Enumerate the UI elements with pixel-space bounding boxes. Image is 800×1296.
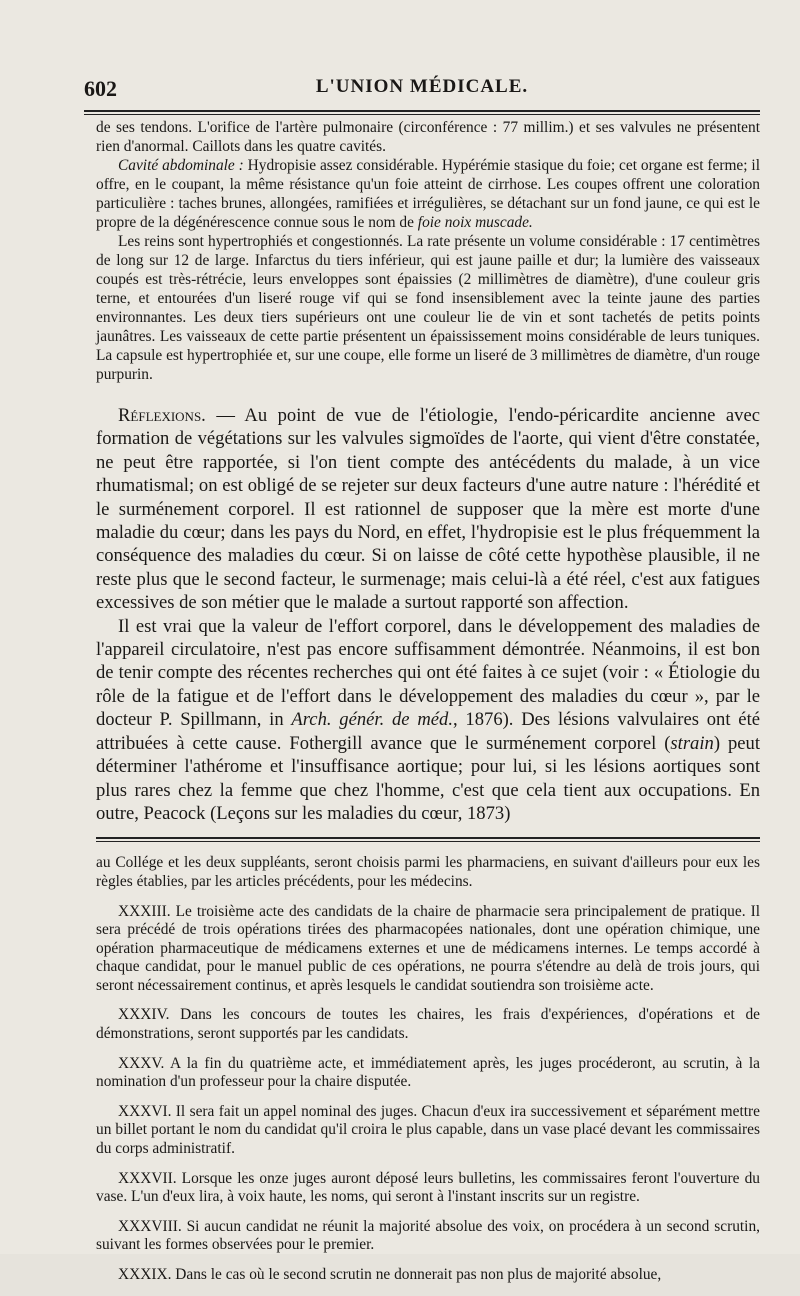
statutes-section bbox=[96, 854, 760, 1284]
running-head: L'UNION MÉDICALE. bbox=[315, 76, 529, 97]
paragraph bbox=[96, 404, 760, 615]
article-paragraph: XXXIV. Dans les concours de toutes les chaires, les frais d'expériences, d'opérations et de démonstrations, seront supportés par les candidats. bbox=[96, 1006, 760, 1043]
page-number: 602 bbox=[84, 76, 117, 101]
page-content bbox=[96, 118, 760, 1296]
article-paragraph: XXXIX. Dans le cas où le second scrutin ne donnerait pas non plus de majorité absolue, bbox=[118, 1266, 662, 1283]
italic-text: foie noix muscade. bbox=[417, 214, 533, 231]
header-rule bbox=[84, 110, 760, 115]
article-paragraph: XXXV. A la fin du quatrième acte, et immédiatement après, les juges procéderont, au scrutin, à la nomination d'un professeur pour la chaire disputée. bbox=[96, 1054, 760, 1091]
autopsy-section bbox=[96, 118, 760, 384]
paragraph-text: Hydropisie assez considérable. Hypérémie stasique du foie; cet organe est ferme; il offre, en le coupant, la même résistance qu'un foie atteint de cirrhose. Les coupes offrent une coloration particulière : taches brunes, allongées, ramifiées et irrégulières, se détachant sur un fond jaune, ce qui est le propre de la dégénérescence connue sous le nom de bbox=[96, 157, 760, 231]
article-paragraph: XXXVI. Il sera fait un appel nominal des juges. Chacun d'eux ira successivement et séparément mettre un billet portant le nom du candidat qu'il croira le plus capable, dans un vase placé devant les commissaires du corps administratif. bbox=[96, 1102, 760, 1158]
section-divider bbox=[96, 837, 760, 839]
article-paragraph: XXXVIII. Si aucun candidat ne réunit la majorité absolue des voix, on procédera à un second scrutin, suivant les formes observées pour le premier. bbox=[96, 1217, 760, 1254]
section-label: Réflexions. bbox=[118, 405, 206, 426]
paragraph-text: Il est vrai que la valeur de l'effort corporel, dans le développement des maladies de l'appareil circulatoire, n'est pas encore suffisamment démontrée. Néanmoins, il est bon de tenir compte des récentes recherches qui ont été faites à ce sujet (voir : « Étiologie du rôle de la fatigue et de l'effort dans le développement des maladies du cœur », par le docteur P. Spillmann, in bbox=[96, 615, 760, 731]
paragraph-text: , 1876). Des lésions valvulaires ont été attribuées à cette cause. Fothergill avance que le surménement corporel ( bbox=[96, 709, 760, 754]
italic-label: Cavité abdominale : bbox=[118, 157, 244, 174]
paragraph: au Collége et les deux suppléants, seront choisis parmi les pharmaciens, en suivant d'ailleurs pour eux les règles établies, par les articles précédents, pour les médecins. bbox=[96, 854, 760, 890]
italic-text: strain bbox=[670, 732, 714, 754]
italic-text: Arch. génér. de méd. bbox=[291, 709, 453, 731]
paragraph bbox=[96, 156, 760, 232]
article-paragraph: XXXIII. Le troisième acte des candidats de la chaire de pharmacie sera principalement de pratique. Il sera précédé de trois opérations tirées des pharmacopées nationales, dont une opération chimique, une opération pharmaceutique de médicamens externes et une de médicamens internes. Le temps accordé à chaque candidat, pour le manuel public de ces opérations, ne pourra s'étendre au delà de trois jours, qui seront nécessairement continus, et après lesquels le candidat soutiendra son troisième acte. bbox=[96, 902, 760, 994]
paragraph-text: ) peut déterminer l'athérome et l'insuffisance aortique; pour lui, si les lésions aortiques sont plus rares chez la femme que chez l'homme, c'est que cela tient aux occupations. En outre, Peacock (Leçons sur les maladies du cœur, 1873) bbox=[96, 732, 760, 824]
article-paragraph: XXXVII. Lorsque les onze juges auront déposé leurs bulletins, les commissaires feront l'ouverture du vase. L'un d'eux lira, à voix haute, les noms, qui seront à l'instant inscrits sur un registre. bbox=[96, 1169, 760, 1206]
page-header bbox=[84, 72, 760, 108]
section-divider bbox=[96, 841, 760, 842]
reflexions-section bbox=[96, 404, 760, 825]
paragraph-text: — Au point de vue de l'étiologie, l'endo-péricardite ancienne avec formation de végétations sur les valvules sigmoïdes de l'aorte, qui vient d'être constatée, ne peut être rapportée, si l'on tient compte des antécédents du malade, à un vice rhumatismal; on est obligé de se rejeter sur deux facteurs d'une autre nature : l'hérédité et le surménement corporel. Il est rationnel de supposer que la mère est morte d'une maladie du cœur; dans les pays du Nord, en effet, l'hydropisie est le plus fréquemment la conséquence des maladies du cœur. Si on laisse de côté cette hypothèse plausible, il ne reste plus que le second facteur, le surmenage; mais celui-là a été réel, c'est aux fatigues excessives de son métier que le malade a surtout rapporté son affection. bbox=[96, 405, 760, 614]
paragraph: de ses tendons. L'orifice de l'artère pulmonaire (circonférence : 77 millim.) et ses valvules ne présentent rien d'anormal. Caillots dans les quatre cavités. bbox=[96, 119, 760, 155]
paragraph bbox=[96, 615, 760, 826]
paragraph: Les reins sont hypertrophiés et congestionnés. La rate présente un volume considérable : 17 centimètres de long sur 12 de large. Infarctus du tiers inférieur, qui est jaune paille et dur; la lumière des vaisseaux coupés est très-rétrécie, leurs enveloppes sont épaissies (2 millimètres de diamètre), d'une couleur gris terne, et entourées d'un liseré rouge vif qui se fond insensiblement avec la teinte jaune des parties environnantes. Les deux tiers supérieurs ont une couleur lie de vin et sont tachetés de petits points jaunâtres. Les vaisseaux de cette partie présentent un épaississement moins considérable de leurs tuniques. La capsule est hypertrophiée et, sur une coupe, elle forme un liseré de 3 millimètres de diamètre, d'un rouge purpurin. bbox=[96, 233, 760, 383]
